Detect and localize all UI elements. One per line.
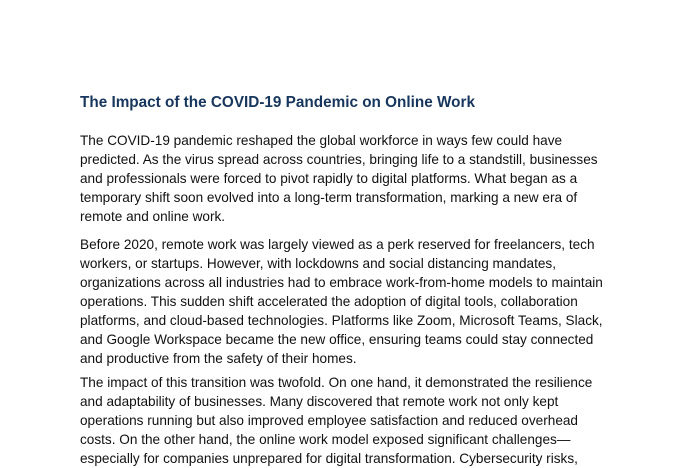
text-line: platforms, and cloud-based technologies. Platforms like Zoom, Microsoft Teams, Slack, [80,313,603,328]
text-line: remote and online work. [80,209,226,224]
text-line: especially for companies unprepared for digital transformation. Cybersecurity risks, [80,451,578,466]
text-line: and professionals were forced to pivot rapidly to digital platforms. What began as a [80,171,578,186]
text-line: and Google Workspace became the new office, ensuring teams could stay connected [80,332,594,347]
text-line: workers, or startups. However, with lockdowns and social distancing mandates, [80,256,556,271]
text-line: and adaptability of businesses. Many discovered that remote work not only kept [80,394,559,409]
text-line: and productive from the safety of their homes. [80,351,357,366]
text-line: costs. On the other hand, the online work model exposed significant challenges— [80,432,571,447]
document-title: The Impact of the COVID-19 Pandemic on Online Work [80,94,475,111]
text-line: operations. This sudden shift accelerated the adoption of digital tools, collaboration [80,294,578,309]
text-line: predicted. As the virus spread across countries, bringing life to a standstill, businesses [80,152,598,167]
text-line: temporary shift soon evolved into a long-term transformation, marking a new era of [80,190,578,205]
text-line: organizations across all industries had to embrace work-from-home models to maintain [80,275,603,290]
text-line: The COVID-19 pandemic reshaped the global workforce in ways few could have [80,133,563,148]
text-line: The impact of this transition was twofold. On one hand, it demonstrated the resilience [80,375,593,390]
paragraph-2 [80,235,640,368]
text-line: Before 2020, remote work was largely viewed as a perk reserved for freelancers, tech [80,237,595,252]
text-line: operations running but also improved employee satisfaction and reduced overhead [80,413,578,428]
paragraph-3 [80,373,640,468]
paragraph-1 [80,131,640,226]
